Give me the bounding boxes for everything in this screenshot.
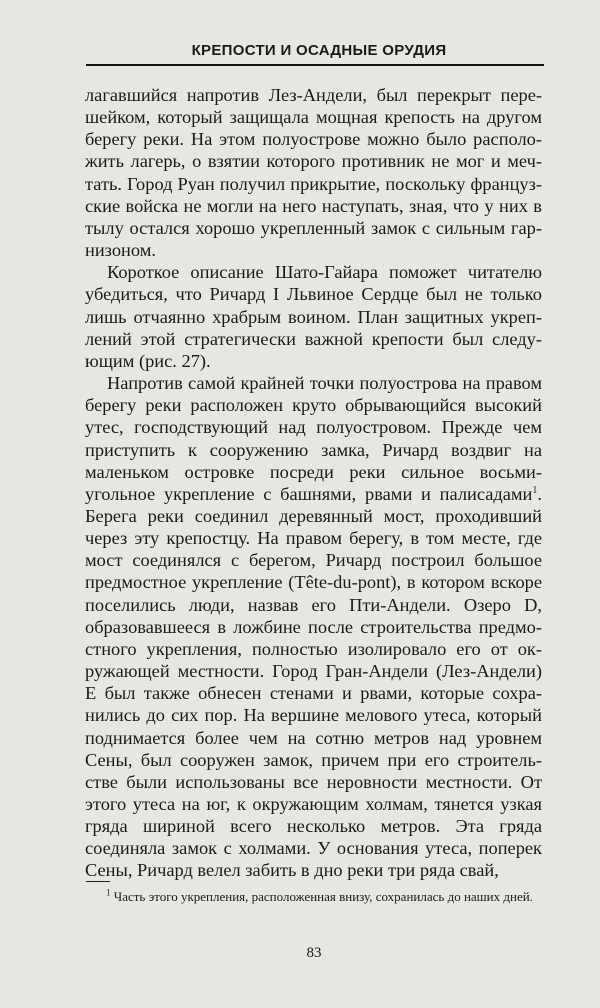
paragraph-3-part-1: Напротив самой крайней точки полуострова на правом берегу реки расположен круто обрывающийся высокий утес, господствующий над полуостровом. Прежде чем приступить к сооружению замка, Ричард воздвиг на маленьком островке посреди реки сильное восьмиугольное укрепление с башнями, рвами и палисадами — [85, 373, 542, 504]
running-header: КРЕПОСТИ И ОСАДНЫЕ ОРУДИЯ — [191, 42, 447, 59]
paragraph-2: Короткое описание Шато-Гайара поможет читателю убедиться, что Ричард I Львиное Сердце был не только лишь отчаянно храбрым воином. План защитных укреплений этой стратегически важной крепости был следующим (рис. 27). — [85, 262, 542, 371]
header-rule — [86, 64, 544, 66]
main-text — [85, 84, 542, 882]
footnote-text: Часть этого укрепления, расположенная внизу, сохранилась до наших дней. — [110, 889, 533, 904]
footnote-reference: 1 — [532, 484, 538, 496]
paragraph-3 — [85, 372, 542, 882]
paragraph-3-part-2: . Берега реки соединил деревянный мост, проходивший через эту крепостцу. На правом берегу, в том месте, где мост соединялся с берегом, Ричард построил большое предмостное укрепление (Tête-du-pont), в котором вскоре поселились люди, назвав его Пти-Андели. Озеро D, образовавшееся в ложбине после строительства предмостного укрепления, полностью изолировало его от окружающей местности. Город Гран-Андели (Лез-Андели) E был также обнесен стенами и рвами, которые сохранились до сих пор. На вершине мелового утеса, который поднимается более чем на сотню метров над уровнем Сены, был сооружен замок, причем при его строительстве были использованы все неровности местности. От этого утеса на юг, к окружающим холмам, тянется узкая гряда шириной всего несколько метров. Эта гряда соединяла замок с холмами. У основания утеса, поперек Сены, Ричард велел забить в дно реки три ряда свай, — [85, 483, 542, 881]
footnote-rule — [86, 881, 110, 882]
paragraph-1: лагавшийся напротив Лез-Андели, был перекрыт перешейком, который защищала мощная крепость на другом берегу реки. На этом полуострове можно было расположить лагерь, о взятии которого противник не мог и мечтать. Город Руан получил прикрытие, поскольку французские войска не могли на него наступать, зная, что у них в тылу остался хорошо укрепленный замок с сильным гарнизоном. — [85, 85, 542, 261]
footnote — [86, 889, 541, 905]
page-number: 83 — [306, 945, 322, 961]
footnote-marker: 1 — [106, 887, 111, 898]
